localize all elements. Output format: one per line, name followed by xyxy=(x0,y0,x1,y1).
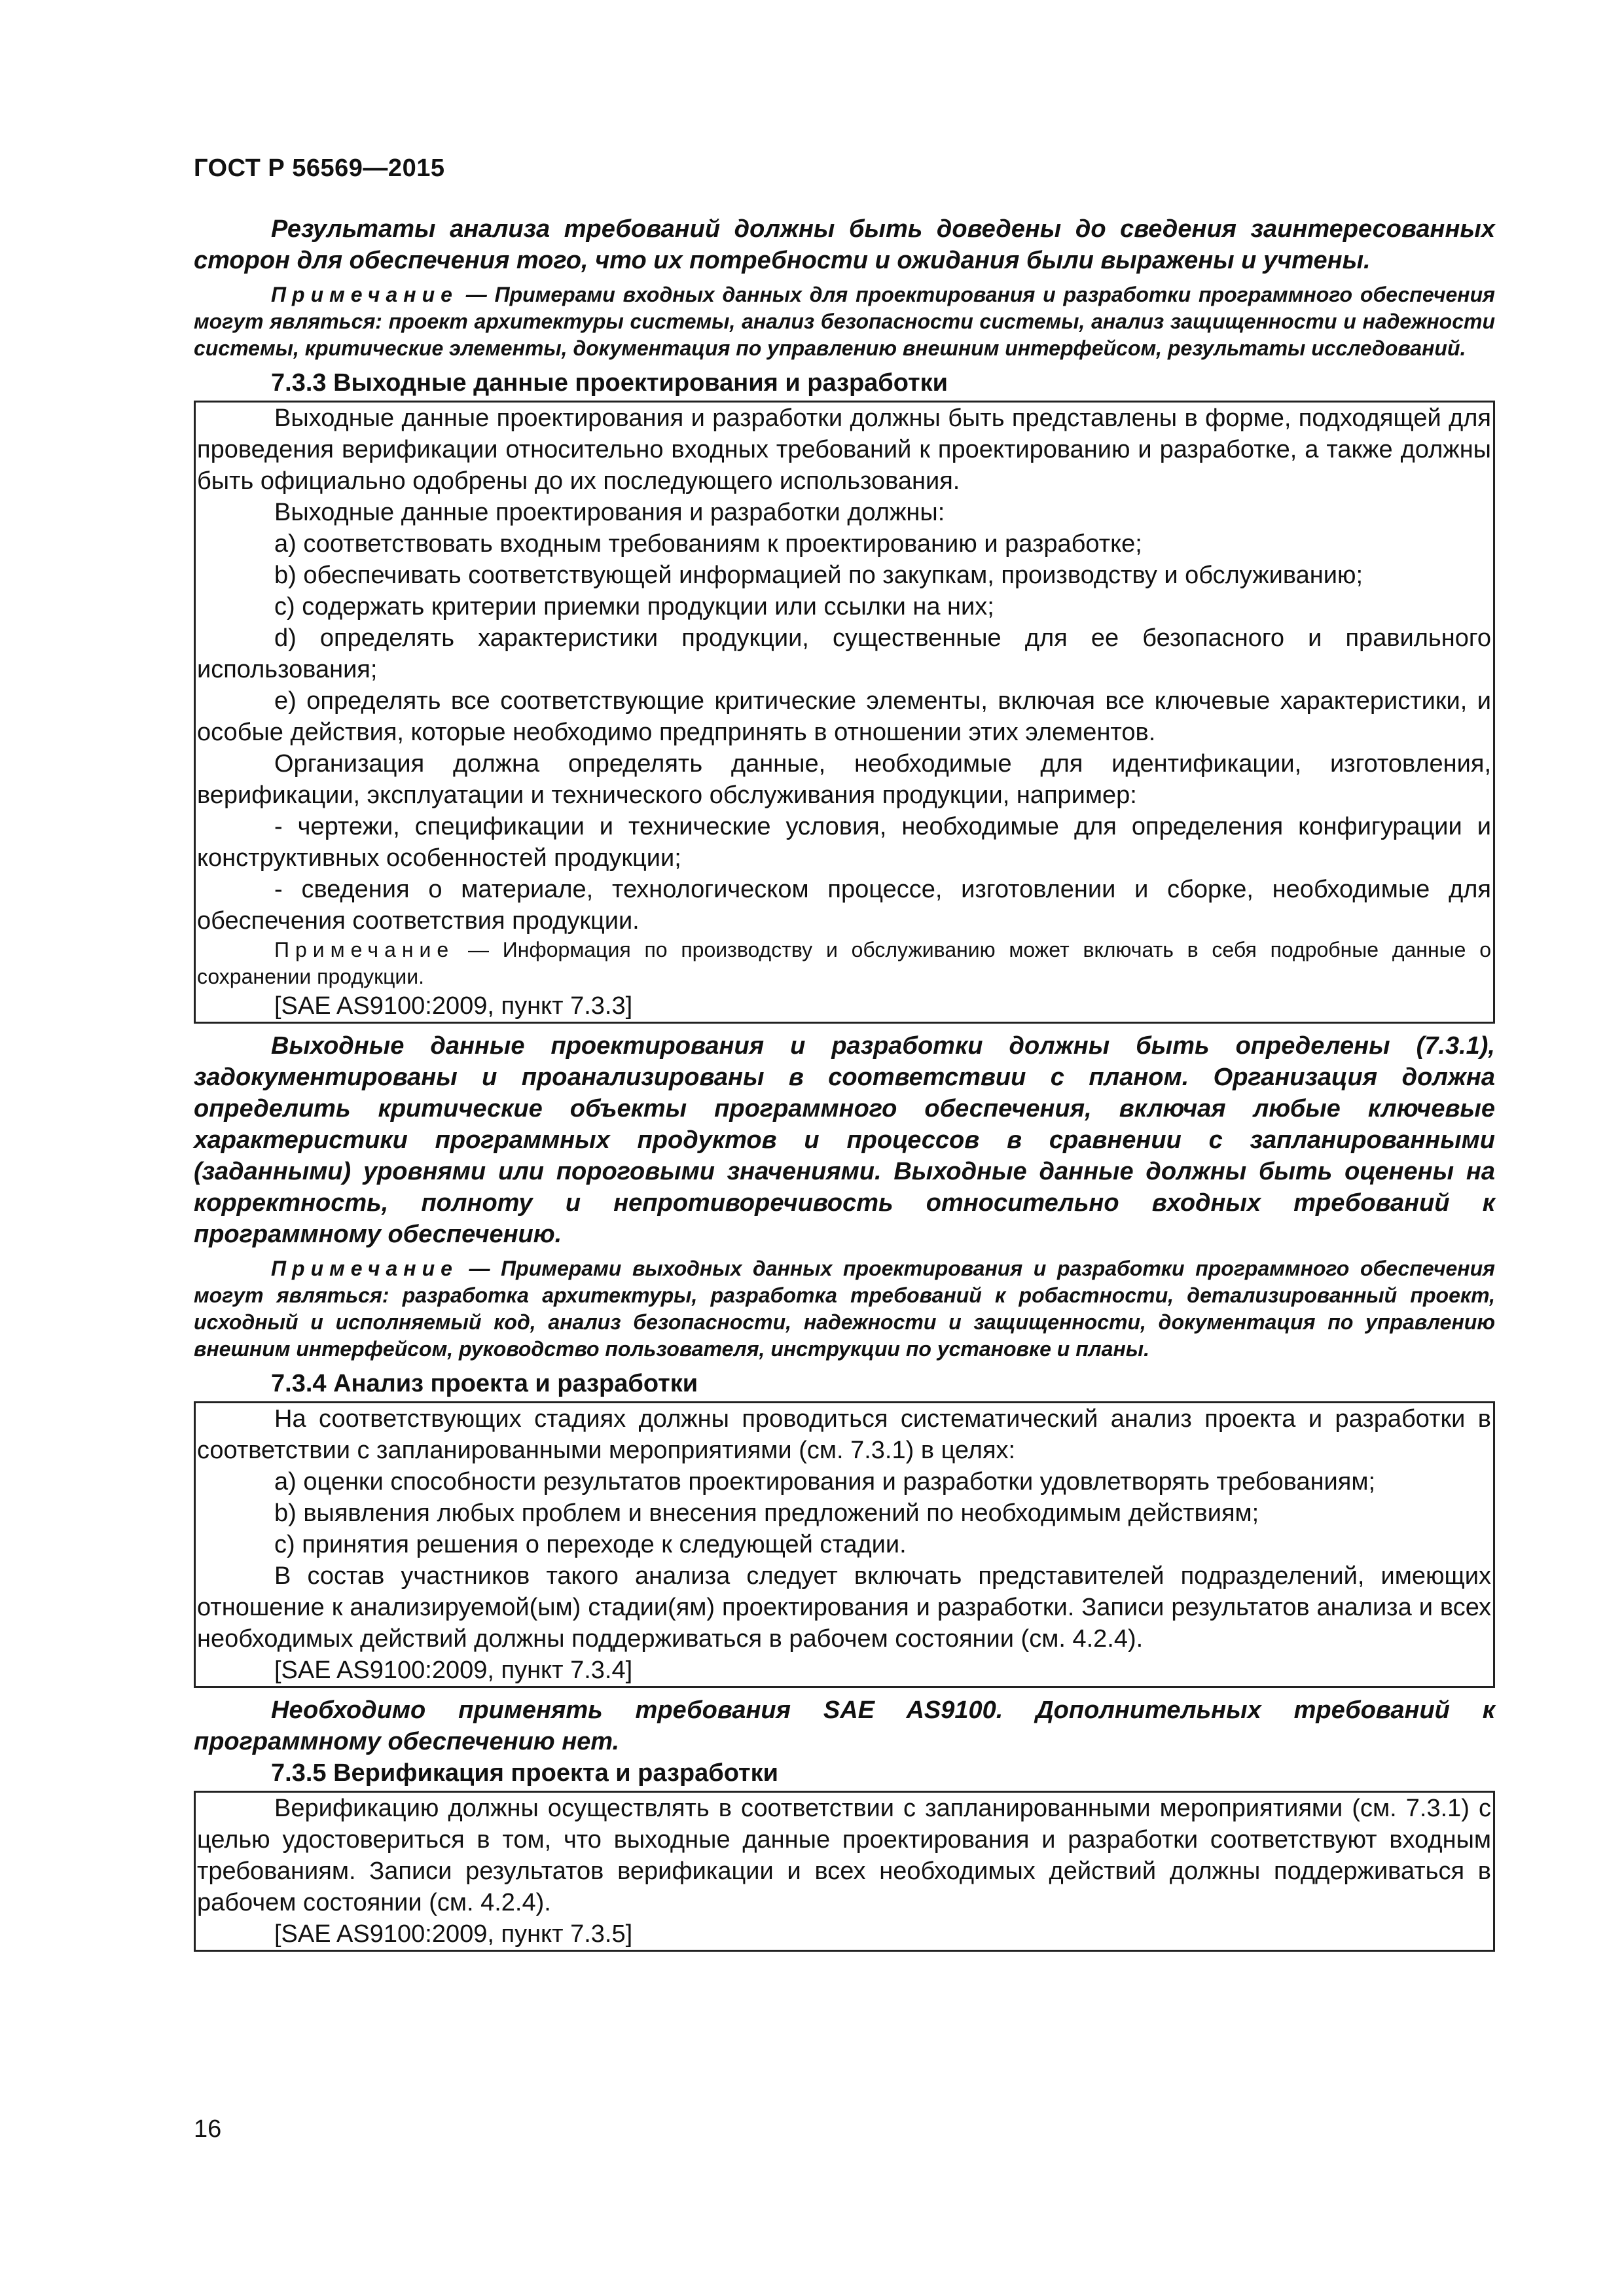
section-heading-7-3-5: 7.3.5 Верификация проекта и разработки xyxy=(271,1759,778,1787)
note-text: — Примерами выходных данных проектирования и разработки программного обеспечения могут являться: разработка архитектуры, разработка требований к робастности, детализированный проект, исходный и исполняемый код, анализ безопасности, надежности и защищенности, документация по управлению внешним интерфейсом, руководство пользователя, инструкции по установке и планы. xyxy=(194,1257,1495,1361)
box-paragraph: В состав участников такого анализа следует включать представителей подразделений, имеющих отношение к анализируемой(ым) стадии(ям) проектирования и разработки. Записи результатов анализа и всех необходимых действий должны поддерживаться в рабочем состоянии (см. 4.2.4). xyxy=(197,1562,1491,1653)
quote-box-7-3-4 xyxy=(194,1401,1495,1688)
list-item: c) принятия решения о переходе к следующей стадии. xyxy=(274,1531,907,1558)
box-paragraph: Выходные данные проектирования и разработки должны: xyxy=(274,499,945,526)
list-item: a) оценки способности результатов проектирования и разработки удовлетворять требованиям; xyxy=(274,1468,1376,1496)
list-item: - чертежи, спецификации и технические условия, необходимые для определения конфигурации и конструктивных особенностей продукции; xyxy=(197,813,1491,872)
list-item: e) определять все соответствующие критические элементы, включая все ключевые характеристики, и особые действия, которые необходимо предпринять в отношении этих элементов. xyxy=(197,687,1491,746)
quote-box-7-3-3 xyxy=(194,401,1495,1024)
list-item: - сведения о материале, технологическом процессе, изготовлении и сборке, необходимые для обеспечения соответствия продукции. xyxy=(197,876,1491,935)
intro-paragraph: Результаты анализа требований должны быть доведены до сведения заинтересованных сторон для обеспечения того, что их потребности и ожидания были выражены и учтены. xyxy=(194,215,1495,274)
review-paragraph: Необходимо применять требования SAE AS9100. Дополнительных требований к программному обеспечению нет. xyxy=(194,1696,1495,1755)
note-label: Примечание xyxy=(274,938,455,961)
list-item: d) определять характеристики продукции, существенные для ее безопасного и правильного использования; xyxy=(197,624,1491,683)
note-text: — Информация по производству и обслуживанию может включать в себя подробные данные о сохранении продукции. xyxy=(197,938,1491,988)
box-paragraph: Выходные данные проектирования и разработки должны быть представлены в форме, подходящей для проведения верификации относительно входных требований к проектированию и разработке, а также должны быть официально одобрены до их последующего использования. xyxy=(197,404,1491,495)
list-item: a) соответствовать входным требованиям к проектированию и разработке; xyxy=(274,530,1142,558)
list-item: c) содержать критерии приемки продукции или ссылки на них; xyxy=(274,593,994,620)
note-output-examples xyxy=(194,1255,1495,1363)
page-number: 16 xyxy=(194,2115,222,2143)
note-text: — Примерами входных данных для проектирования и разработки программного обеспечения могут являться: проект архитектуры системы, анализ безопасности системы, анализ защищенности и надежности системы, критические элементы, документация по управлению внешним интерфейсом, результаты исследований. xyxy=(194,283,1495,360)
note-label: Примечание xyxy=(271,1257,458,1280)
standard-reference: [SAE AS9100:2009, пункт 7.3.5] xyxy=(274,1920,633,1948)
note-label: Примечание xyxy=(271,283,458,306)
box-paragraph: Организация должна определять данные, необходимые для идентификации, изготовления, верификации, эксплуатации и технического обслуживания продукции, например: xyxy=(197,750,1491,809)
quote-box-7-3-5 xyxy=(194,1791,1495,1952)
section-heading-7-3-3: 7.3.3 Выходные данные проектирования и разработки xyxy=(271,369,948,397)
standard-reference: [SAE AS9100:2009, пункт 7.3.4] xyxy=(274,1657,633,1684)
standard-header: ГОСТ Р 56569—2015 xyxy=(194,154,445,182)
box-note xyxy=(197,937,1491,990)
list-item: b) выявления любых проблем и внесения предложений по необходимым действиям; xyxy=(274,1499,1259,1527)
section-heading-7-3-4: 7.3.4 Анализ проекта и разработки xyxy=(271,1370,698,1397)
box-paragraph: На соответствующих стадиях должны проводиться систематический анализ проекта и разработки в соответствии с запланированными мероприятиями (см. 7.3.1) в целях: xyxy=(197,1405,1491,1464)
box-paragraph: Верификацию должны осуществлять в соответствии с запланированными мероприятиями (см. 7.3.1) с целью удостовериться в том, что выходные данные проектирования и разработки соответствуют входным требованиям. Записи результатов верификации и всех необходимых действий должны поддерживаться в рабочем состоянии (см. 4.2.4). xyxy=(197,1795,1491,1916)
page-content xyxy=(194,213,1495,1958)
list-item: b) обеспечивать соответствующей информацией по закупкам, производству и обслуживанию; xyxy=(274,562,1363,589)
standard-reference: [SAE AS9100:2009, пункт 7.3.3] xyxy=(274,992,633,1020)
outputs-paragraph: Выходные данные проектирования и разработки должны быть определены (7.3.1), задокументированы и проанализированы в соответствии с планом. Организация должна определить критические объекты программного обеспечения, включая любые ключевые характеристики программных продуктов и процессов в сравнении с запланированными (заданными) уровнями или пороговыми значениями. Выходные данные должны быть оценены на корректность, полноту и непротиворечивость относительно входных требований к программному обеспечению. xyxy=(194,1032,1495,1248)
note-input-examples xyxy=(194,281,1495,362)
